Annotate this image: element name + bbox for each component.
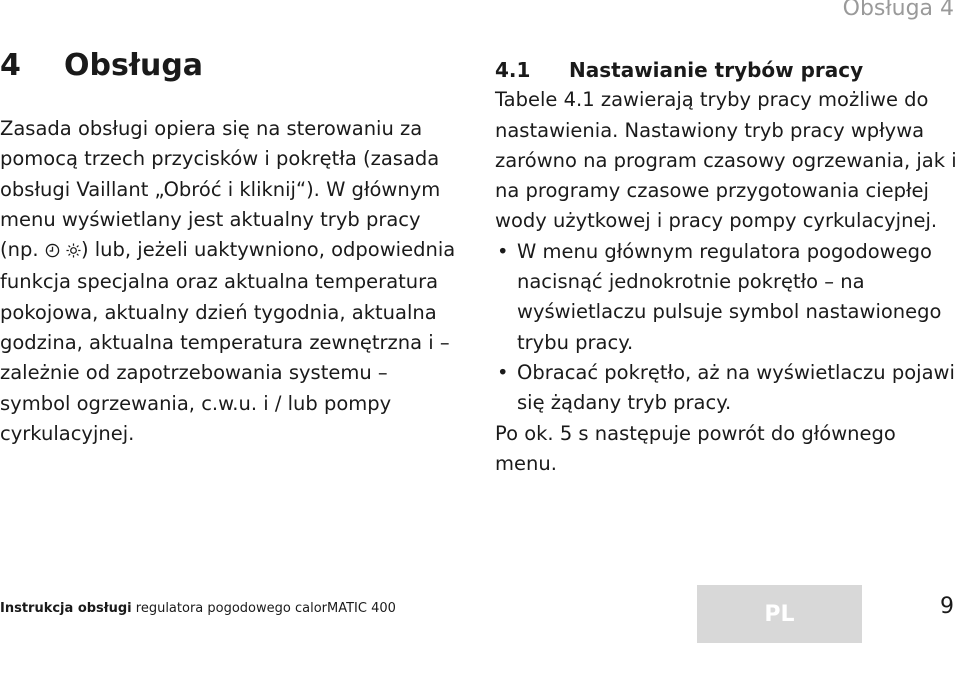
sun-icon <box>66 237 81 267</box>
section-intro: Tabele 4.1 zawierają tryby pracy możliwe do nastawienia. Nastawiony tryb pracy wpływa zarówno na program czasowy ogrzewania, jak i na programy czasowe przygotowania ciepłej wody użytkowej i pracy pompy cyrkulacyjnej. <box>495 88 957 233</box>
left-column <box>0 114 460 449</box>
result-text: Po ok. 5 s następuje powrót do głównego menu. <box>495 421 896 475</box>
intro-text-part1: Zasada obsługi opiera się na sterowaniu za pomocą trzech przycisków i pokrętła (zasada obsługi Vaillant „Obróć i kliknij“). W głównym menu wyświetlany jest aktualny tryb pracy (np. <box>0 117 441 262</box>
running-header: Obsługa 4 <box>842 0 954 21</box>
footer-doc-bold: Instrukcja obsługi <box>0 601 132 616</box>
clock-icon <box>45 237 60 267</box>
footer-document-title <box>0 601 396 616</box>
section-number: 4.1 <box>495 58 531 82</box>
page-number: 9 <box>940 594 954 619</box>
right-column <box>495 55 960 479</box>
section-title-text: Nastawianie trybów pracy <box>569 58 864 82</box>
chapter-title <box>0 48 203 83</box>
section-title <box>495 55 960 85</box>
chapter-title-text: Obsługa <box>64 48 204 83</box>
language-badge: PL <box>697 585 862 643</box>
footer-doc-rest: regulatora pogodowego calorMATIC 400 <box>131 601 396 616</box>
step-item: • Obracać pokrętło, aż na wyświetlaczu pojawi się żądany tryb pracy. <box>495 358 960 419</box>
chapter-number: 4 <box>0 48 21 83</box>
intro-paragraph <box>0 114 460 449</box>
intro-text-part2: ) lub, jeżeli uaktywniono, odpowiednia funkcja specjalna oraz aktualna temperatura pokojowa, aktualny dzień tygodnia, aktualna godzina, aktualna temperatura zewnętrzna i – zależnie od zapotrzebowania systemu – symbol ogrzewania, c.w.u. i / lub pompy cyrkulacyjnej. <box>0 238 456 445</box>
steps-list <box>495 237 960 419</box>
step-item: • W menu głównym regulatora pogodowego nacisnąć jednokrotnie pokrętło – na wyświetlaczu pulsuje symbol nastawionego trybu pracy. <box>495 237 960 358</box>
